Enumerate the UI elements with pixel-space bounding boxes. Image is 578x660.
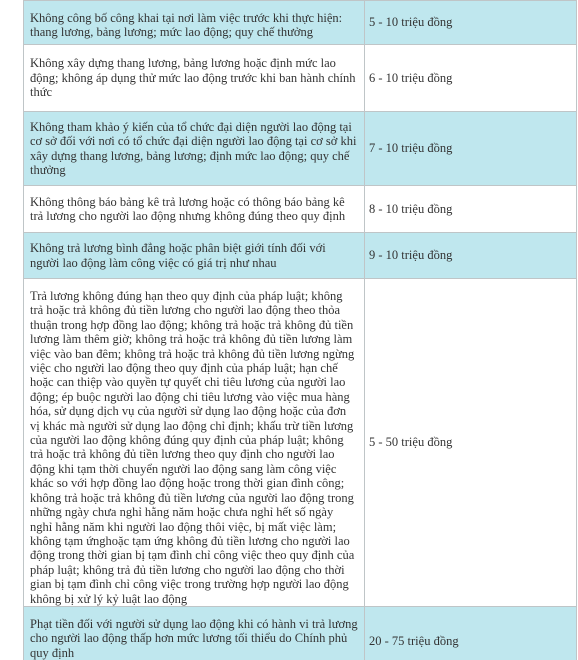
- violation-cell: Phạt tiền đối với người sử dụng lao động khi có hành vi trả lương cho người lao động thấp hơn mức lương tối thiểu do Chính phủ quy định: [24, 606, 365, 660]
- table-row: [24, 112, 577, 186]
- fine-cell: 20 - 75 triệu đồng: [365, 606, 577, 660]
- fine-cell: 5 - 10 triệu đồng: [365, 1, 577, 45]
- table-row: [24, 233, 577, 279]
- violation-cell: Không trả lương bình đẳng hoặc phân biệt giới tính đối với người lao động làm công việc có giá trị như nhau: [24, 233, 365, 279]
- fine-cell: 9 - 10 triệu đồng: [365, 233, 577, 279]
- fine-cell: 5 - 50 triệu đồng: [365, 279, 577, 607]
- fine-cell: 8 - 10 triệu đồng: [365, 186, 577, 233]
- violation-cell: Không công bố công khai tại nơi làm việc trước khi thực hiện: thang lương, bảng lương; mức lao động; quy chế thưởng: [24, 1, 365, 45]
- violation-cell: Không xây dựng thang lương, bảng lương hoặc định mức lao động; không áp dụng thử mức lao động trước khi ban hành chính thức: [24, 45, 365, 112]
- penalty-table: [23, 0, 577, 660]
- table-row: [24, 45, 577, 112]
- table-row: [24, 279, 577, 607]
- violation-cell: Không tham khảo ý kiến của tổ chức đại diện người lao động tại cơ sở đối với nơi có tổ chức đại diện người lao động tại cơ sở khi xây dựng thang lương, bảng lương; định mức lao động; quy chế thưởng: [24, 112, 365, 186]
- table-row: [24, 606, 577, 660]
- fine-cell: 6 - 10 triệu đồng: [365, 45, 577, 112]
- violation-cell: Không thông báo bảng kê trả lương hoặc có thông báo bảng kê trả lương cho người lao động nhưng không đúng theo quy định: [24, 186, 365, 233]
- fine-cell: 7 - 10 triệu đồng: [365, 112, 577, 186]
- table-row: [24, 186, 577, 233]
- violation-cell: Trả lương không đúng hạn theo quy định của pháp luật; không trả hoặc trả không đủ tiền lương cho người lao động theo thỏa thuận trong hợp đồng lao động; không trả hoặc trả không đủ tiền lương làm thêm giờ; không trả hoặc trả không đủ tiền lương làm việc vào ban đêm; không trả hoặc trả không đủ tiền lương ngừng việc cho người lao động theo quy định của pháp luật; hạn chế hoặc can thiệp vào quyền tự quyết chi tiêu lương của người lao động; ép buộc người lao động chi tiêu lương vào việc mua hàng hóa, sử dụng dịch vụ của người sử dụng lao động hoặc của đơn vị khác mà người sử dụng lao động chỉ định; khấu trừ tiền lương của người lao động không đúng quy định của pháp luật; không trả hoặc trả không đủ tiền lương theo quy định cho người lao động khi tạm thời chuyển người lao động sang làm công việc khác so với hợp đồng lao động hoặc trong thời gian đình công; không trả hoặc trả không đủ tiền lương của người lao động trong những ngày chưa nghỉ hằng năm hoặc chưa nghỉ hết số ngày nghỉ hằng năm khi người lao động thôi việc, bị mất việc làm; không tạm ứnghoặc tạm ứng không đủ tiền lương cho người lao động trong thời gian bị tạm đình chỉ công việc theo quy định của pháp luật; không trả đủ tiền lương cho người lao động cho thời gian bị tạm đình chỉ công việc trong trường hợp người lao động không bị xử lý kỷ luật lao động: [24, 279, 365, 607]
- table-row: [24, 1, 577, 45]
